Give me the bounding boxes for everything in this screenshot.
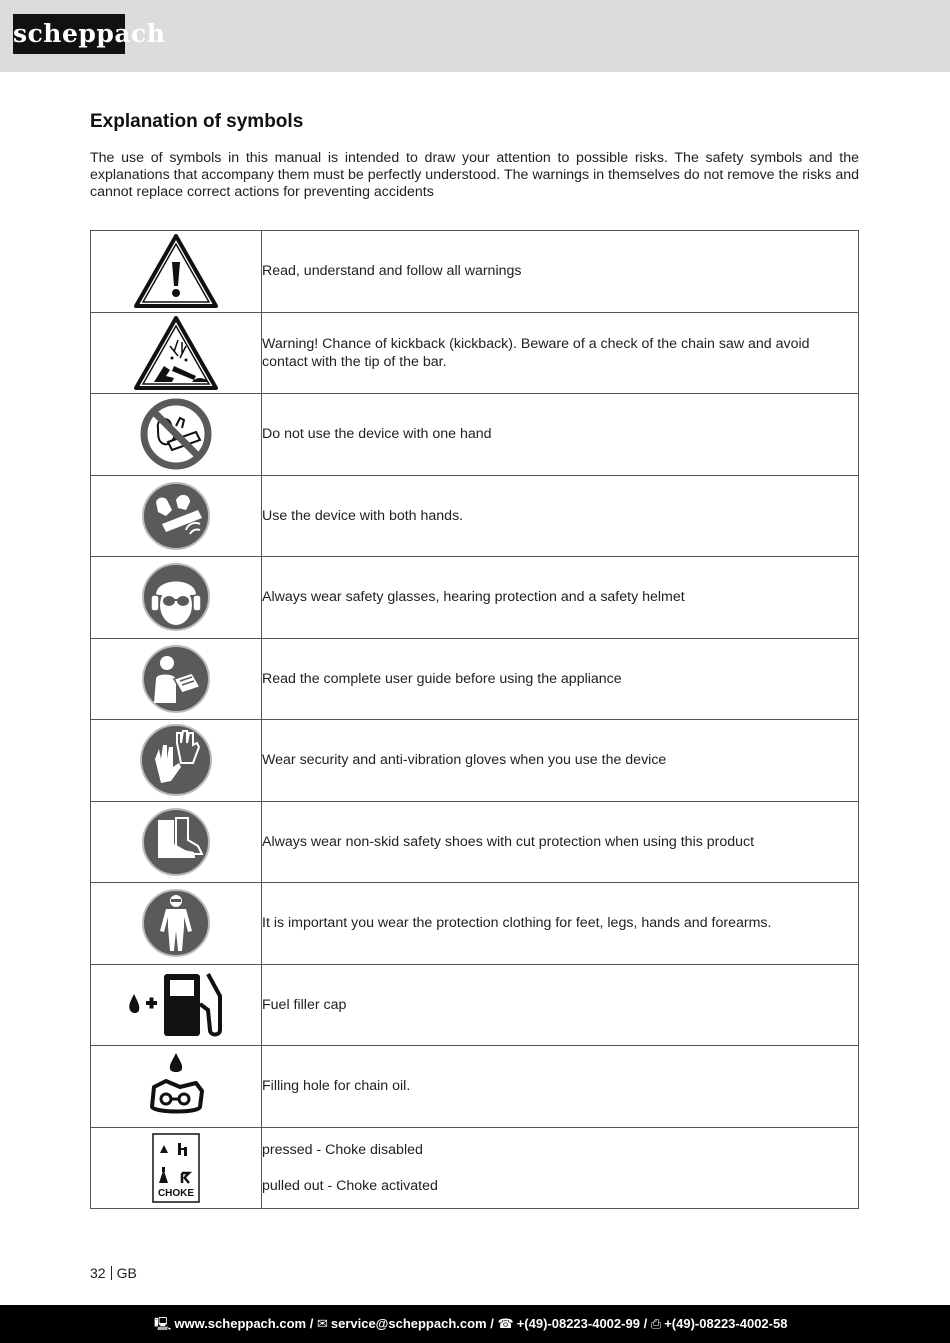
table-row bbox=[91, 557, 859, 639]
symbol-description bbox=[262, 1127, 859, 1209]
email-icon: ✉ bbox=[316, 1316, 328, 1331]
choke-pulled-text: pulled out - Choke activated bbox=[262, 1177, 438, 1194]
symbol-description: Filling hole for chain oil. bbox=[262, 1046, 859, 1128]
symbol-description: Do not use the device with one hand bbox=[262, 394, 859, 476]
choke-pressed-text: pressed - Choke disabled bbox=[262, 1141, 423, 1158]
symbol-description: Warning! Chance of kickback (kickback). Beware of a check of the chain saw and avoid contact with the tip of the bar. bbox=[262, 312, 859, 394]
table-row bbox=[91, 1127, 859, 1209]
phone-icon: ☎ bbox=[497, 1316, 514, 1331]
safety-shoes-icon bbox=[140, 806, 212, 878]
footer-separator: / bbox=[490, 1316, 494, 1331]
table-row bbox=[91, 720, 859, 802]
head-protection-icon bbox=[140, 561, 212, 633]
footer-separator: / bbox=[643, 1316, 648, 1331]
symbol-description: Always wear non-skid safety shoes with cut protection when using this product bbox=[262, 801, 859, 883]
both-hands-icon bbox=[140, 480, 212, 552]
table-row bbox=[91, 964, 859, 1046]
table-row bbox=[91, 475, 859, 557]
intro-paragraph: The use of symbols in this manual is intended to draw your attention to possible risks. The safety symbols and the explanations that accompany them must be perfectly understood. The warnings in themselves do not remove the risks and cannot replace correct actions for preventing accidents bbox=[90, 150, 859, 200]
header-bar bbox=[0, 0, 950, 72]
table-row bbox=[91, 638, 859, 720]
footer-fax: +(49)-08223-4002-58 bbox=[664, 1316, 788, 1331]
fuel-pump-icon bbox=[124, 970, 228, 1040]
symbol-description: Read the complete user guide before using the appliance bbox=[262, 638, 859, 720]
footer-contact bbox=[154, 1305, 787, 1343]
computer-icon: 🖳 bbox=[154, 1316, 172, 1331]
fax-icon: ⎙ bbox=[650, 1316, 662, 1331]
choke-icon bbox=[152, 1133, 200, 1203]
symbol-description: Read, understand and follow all warnings bbox=[262, 231, 859, 313]
symbol-description: Wear security and anti-vibration gloves when you use the device bbox=[262, 720, 859, 802]
footer-email[interactable]: service@scheppach.com bbox=[330, 1316, 487, 1331]
table-row bbox=[91, 231, 859, 313]
symbol-description: It is important you wear the protection clothing for feet, legs, hands and forearms. bbox=[262, 883, 859, 965]
symbol-description: Always wear safety glasses, hearing protection and a safety helmet bbox=[262, 557, 859, 639]
page-number bbox=[90, 1265, 137, 1281]
symbol-description: Fuel filler cap bbox=[262, 964, 859, 1046]
footer-website[interactable]: www.scheppach.com bbox=[174, 1316, 307, 1331]
table-row bbox=[91, 1046, 859, 1128]
footer-phone: +(49)-08223-4002-99 bbox=[516, 1316, 640, 1331]
choke-label: CHOKE bbox=[157, 1187, 195, 1199]
protective-clothing-icon bbox=[140, 887, 212, 959]
scheppach-logo: scheppach bbox=[13, 14, 125, 54]
read-manual-icon bbox=[140, 643, 212, 715]
gloves-icon bbox=[139, 723, 213, 797]
no-one-hand-icon bbox=[140, 398, 212, 470]
table-row bbox=[91, 801, 859, 883]
symbols-table bbox=[90, 230, 859, 1209]
page-number-value: 32 bbox=[90, 1265, 106, 1281]
page-language: GB bbox=[116, 1265, 137, 1281]
table-row bbox=[91, 312, 859, 394]
page-number-separator bbox=[111, 1266, 112, 1280]
chain-oil-icon bbox=[146, 1051, 206, 1121]
table-row bbox=[91, 883, 859, 965]
warning-triangle-icon bbox=[134, 234, 218, 308]
symbol-description: Use the device with both hands. bbox=[262, 475, 859, 557]
kickback-warning-icon bbox=[134, 316, 218, 390]
section-title: Explanation of symbols bbox=[90, 111, 304, 132]
table-row bbox=[91, 394, 859, 476]
footer-separator: / bbox=[309, 1316, 314, 1331]
footer-bar bbox=[0, 1305, 950, 1343]
